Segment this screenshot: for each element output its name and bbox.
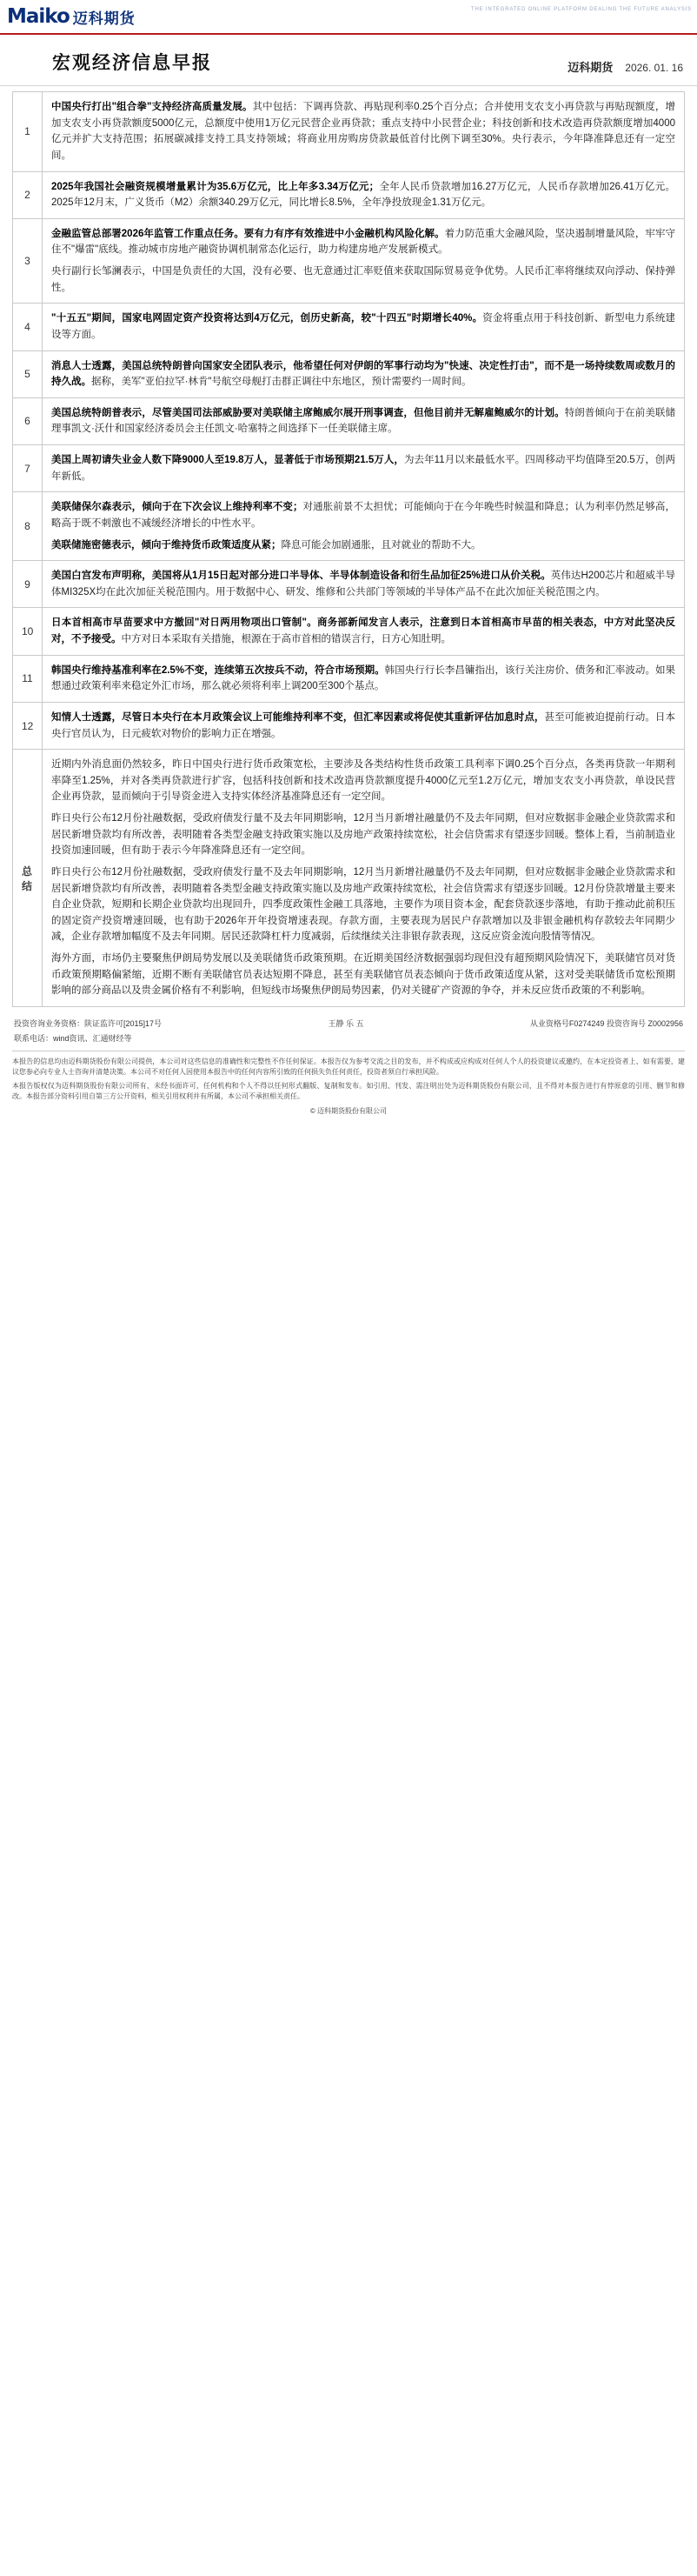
paragraph-body: 为去年11月以来最低水平。四周移动平均值降至20.5万，创两年新低。 <box>51 455 675 482</box>
table-row <box>13 171 685 218</box>
summary-row <box>13 750 685 1007</box>
paragraph <box>51 179 675 211</box>
paragraph <box>51 615 675 647</box>
paragraph-lead: 美国总统特朗普表示，尽管美国司法部威胁要对美联储主席鲍威尔展开刑事调查，但他目前并无解雇鲍威尔的计划。 <box>51 407 565 418</box>
brand-bar <box>0 0 697 35</box>
paragraph-body: 特朗普倾向于在前美联储理事凯文·沃什和国家经济委员会主任凯文·哈塞特之间选择下一任美联储主席。 <box>51 407 676 435</box>
paragraph <box>51 264 675 296</box>
table-row <box>13 702 685 749</box>
table-row <box>13 304 685 350</box>
meta-company: 迈科期货 <box>568 61 614 74</box>
paragraph-lead: 金融监管总部署2026年监管工作重点任务。要有力有序有效推进中小金融机构风险化解。 <box>51 228 445 239</box>
paragraph-lead: 美联储施密德表示，倾向于维持货币政策适度从紧； <box>51 539 282 551</box>
row-index: 5 <box>13 350 43 397</box>
paragraph-body: 近期内外消息面仍然较多，昨日中国央行进行货币政策宽松，主要涉及各类结构性货币政策工具利率下调0.25个百分点，各类再贷款一年期利率降至1.25%，并对各类再贷款进行扩容，包括科技创新和技术改造再贷款额度提升4000亿元至1.2万亿元，增加支农支小再贷款，单设民营企业再贷款，显而倾向于引导资金进入支持实体经济基准降息还有一定空间。 <box>51 759 675 803</box>
paragraph-lead: 知情人士透露，尽管日本央行在本月政策会议上可能维持利率不变，但汇率因素或将促使其重新评估加息时点， <box>51 711 545 723</box>
paragraph <box>51 537 675 554</box>
paragraph-body: 全年人民币贷款增加16.27万亿元，人民币存款增加26.41万亿元。2025年12月末，广义货币（M2）余额340.29万亿元，同比增长8.5%，全年净投放现金1.31万亿元。 <box>51 181 675 209</box>
table-row <box>13 445 685 492</box>
paragraph <box>51 710 675 742</box>
table-row <box>13 218 685 304</box>
disclaimer-block <box>12 1057 685 1103</box>
paragraph <box>51 405 675 437</box>
table-row <box>13 655 685 702</box>
paragraph-body: 央行副行长邹澜表示，中国是负责任的大国，没有必要、也无意通过汇率贬值来获取国际贸易竞争优势。人民币汇率将继续双向浮动、保持弹性。 <box>51 266 675 293</box>
paragraph-body: 韩国央行行长李昌镛指出，该行关注房价、债务和汇率波动。如果想通过政策利率来稳定外汇市场，那么就必须将利率上调200至300个基点。 <box>51 664 675 692</box>
news-table <box>12 91 685 1007</box>
table-row <box>13 350 685 397</box>
row-index: 1 <box>13 92 43 172</box>
paragraph-body: 据称，美军"亚伯拉罕·林肯"号航空母舰打击群正调往中东地区，预计需要约一周时间。 <box>91 377 472 388</box>
paragraph-body: 其中包括：下调再贷款、再贴现利率0.25个百分点；合并使用支农支小再贷款与再贴现额度，增加支农支小再贷款额度5000亿元，总额度中使用1万亿元民营企业再贷款；重点支持中小民营企业；科技创新和技术改造再贷款额度增加4000亿元并扩大支持范围；拓展碳减排支持工具支持领域；将商业用房购房贷款最低首付比例下调至30%。央行表示，今年降准降息还有一定空间。 <box>51 102 675 161</box>
paragraph <box>51 951 675 999</box>
paragraph <box>51 811 675 859</box>
row-index: 11 <box>13 655 43 702</box>
table-row <box>13 397 685 444</box>
row-content <box>43 397 685 444</box>
paragraph <box>51 310 675 343</box>
paragraph-lead: 美国上周初请失业金人数下降9000人至19.8万人，显著低于市场预期21.5万人， <box>51 455 404 465</box>
paragraph-body: 对通胀前景不太担忧；可能倾向于在今年晚些时候温和降息；认为利率仍然足够高，略高于既不刺激也不减缓经济增长的中性水平。 <box>51 502 675 529</box>
row-content <box>43 561 685 608</box>
row-content <box>43 445 685 492</box>
footer-analyst-license: 从业资格号F0274249 投资咨询号 Z0002956 <box>529 1018 683 1028</box>
paragraph-body: 英伟达H200芯片和超威半导体MI325X均在此次加征关税范围内。用于数据中心、研发、维修和公共部门等领域的半导体产品不在此次加征关税范围之内。 <box>51 571 676 597</box>
footer-line-2 <box>12 1031 685 1045</box>
row-index: 2 <box>13 171 43 218</box>
footer-sources: 联系电话：wind资讯、汇通财经等 <box>14 1033 132 1043</box>
row-index: 8 <box>13 492 43 561</box>
logo <box>7 6 136 28</box>
row-content <box>43 304 685 350</box>
paragraph-body: 昨日央行公布12月份社融数据，受政府债发行量不及去年同期影响，12月当月新增社融量仍不及去年同期，但对应数据非金融企业贷款需求和居民新增贷款均有所改善，表明随着各类型金融支持政策实施以及房地产政策持续宽松，社会信贷需求有望逐步回暖。12月份贷款增量主要来自企业贷款，短期和长期企业贷款均出现回升，四季度政策性金融工具落地，主要作为项目资本金，配套贷款逐步落地，有助于推动此前积压的固定资产投资增速回暖，也有助于2026年开年投资增速表现。存款方面，主要表现为居民户存款增加以及非银金融机构存款较去年同期少减，企业存款增加幅度不及去年同期。居民还款降杠杆力度减弱，后续继续关注非银存款表现，这反应资金流向股情等情况。 <box>51 866 675 943</box>
paragraph-body: 海外方面，市场仍主要聚焦伊朗局势发展以及美联储货币政策预期。在近期美国经济数据强弱均现但没有超预期风险情况下，美联储官员对货币政策预期略偏紧缩，近期不断有美联储官员表达短期不降息，甚至有美联储官员表态倾向于货币政策适度从紧，这对受美联储货币宽松预期影响的部分商品以及贵金属价格有不利影响，但短线市场聚焦伊朗局势因素，仍对关键矿产资源的争夺，并未反应货币政策的不利影响。 <box>51 953 675 997</box>
title-bar <box>0 35 697 86</box>
logo-latin-text: Maiko <box>7 4 70 28</box>
table-row <box>13 92 685 172</box>
paragraph <box>51 864 675 945</box>
row-index: 12 <box>13 702 43 749</box>
document-meta <box>568 58 683 75</box>
paragraph-body: 资金将重点用于科技创新、新型电力系统建设等方面。 <box>51 313 676 340</box>
paragraph-lead: 美国白宫发布声明称，美国将从1月15日起对部分进口半导体、半导体制造设备和衍生品加征25%进口从价关税。 <box>51 571 551 582</box>
footer-analyst-name: 王静 乐 五 <box>328 1018 364 1028</box>
paragraph <box>51 663 675 695</box>
paragraph <box>51 358 675 390</box>
paragraph <box>51 452 675 484</box>
row-content <box>43 608 685 655</box>
footer <box>12 1016 685 1117</box>
copyright-text: © 迈科期货股份有限公司 <box>309 1107 388 1116</box>
row-index: 4 <box>13 304 43 350</box>
paragraph-lead: 韩国央行维持基准利率在2.5%不变，连续第五次按兵不动，符合市场预期。 <box>51 664 385 676</box>
row-index: 9 <box>13 561 43 608</box>
paragraph-body: 降息可能会加剧通胀，且对就业的帮助不大。 <box>281 539 481 551</box>
row-content <box>43 702 685 749</box>
paragraph <box>51 757 675 805</box>
news-table-body <box>13 92 685 1007</box>
paragraph <box>51 226 675 258</box>
paragraph-body: 昨日央行公布12月份社融数据，受政府债发行量不及去年同期影响，12月当月新增社融量仍不及去年同期，但对应数据非金融企业贷款需求和居民新增贷款均有所改善，表明随着各类型金融支持政策实施以及房地产政策持续宽松，社会信贷需求有望逐步回暖。整体上看，当前制造业投资加速回暖，但有助于表示今年降准降息还有一定空间。 <box>51 813 675 857</box>
paragraph-lead: "十五五"期间，国家电网固定资产投资将达到4万亿元，创历史新高，较"十四五"时期增长40%。 <box>51 313 483 324</box>
brand-strip-text: THE INTEGRATED ONLINE PLATFORM DEALING THE FUTURE ANALYSIS <box>471 7 692 12</box>
row-content <box>43 492 685 561</box>
paragraph <box>51 499 675 531</box>
row-index: 7 <box>13 445 43 492</box>
row-content <box>43 655 685 702</box>
disclaimer-paragraph: 本报告的信息均由迈科期货股份有限公司提供，本公司对这些信息的准确性和完整性不作任何保证。本报告仅为参考交流之目的发布，并不构成或应构成对任何人个人的投资建议或邀约，在本定投资者上、如有需要，建议您参必向专业人士咨询并清楚决策。本公司不对任何人因使用本报告中的任何内容所引致的任何损失负任何责任，投资者须自行承担风险。 <box>12 1057 685 1077</box>
row-content <box>43 92 685 172</box>
row-content <box>43 218 685 304</box>
row-index: 3 <box>13 218 43 304</box>
meta-date: 2026. 01. 16 <box>625 62 683 74</box>
page-title: 宏观经济信息早报 <box>52 53 212 73</box>
summary-content <box>43 750 685 1007</box>
table-row <box>13 492 685 561</box>
paragraph-body: 甚至可能被迫提前行动。日本央行官员认为，日元疲软对物价的影响力正在增强。 <box>51 711 675 739</box>
row-content <box>43 171 685 218</box>
logo-chinese-text: 迈科期货 <box>72 10 136 27</box>
table-row <box>13 608 685 655</box>
disclaimer-paragraph: 本报告版权仅为迈科期货股份有限公司所有，未经书面许可，任何机构和个人不得以任何形式翻版、复制和发布。如引用、刊发、需注明出处为迈科期货股份有限公司，且不得对本报告进行有悖原意的引用、删节和修改。本报告部分资料引用自第三方公开资料，相关引用权利并有所属，本公司不承担相关责任。 <box>12 1081 685 1101</box>
footer-line-1 <box>12 1016 685 1031</box>
table-row <box>13 561 685 608</box>
row-index: 10 <box>13 608 43 655</box>
paragraph-lead: 日本首相高市早苗要求中方撤回"对日两用物项出口管制"。商务部新闻发言人表示，注意到日本首相高市早苗的相关表态，中方对此坚决反对，不予接受。 <box>51 617 675 644</box>
paragraph-lead: 消息人士透露，美国总统特朗普向国家安全团队表示，他希望任何对伊朗的军事行动均为"快速、决定性打击"，而不是一场持续数周或数月的持久战。 <box>51 360 675 388</box>
paragraph-body: 着力防范重大金融风险，坚决遏制增量风险，牢牢守住不"爆雷"底线。推动城市房地产融资协调机制常态化运行，助力构建房地产发展新模式。 <box>51 228 675 256</box>
paragraph-lead: 美联储保尔森表示，倾向于在下次会议上维持利率不变； <box>51 502 303 513</box>
paragraph-body: 中方对日本采取有关措施，根源在于高市首相的错误言行，日方心知肚明。 <box>121 634 451 644</box>
paragraph <box>51 568 675 600</box>
paragraph <box>51 99 675 164</box>
summary-index: 总结 <box>13 750 43 1007</box>
footer-qualification: 投资咨询业务资格：陕证监许可[2015]17号 <box>14 1018 163 1028</box>
paragraph-lead: 2025年我国社会融资规模增量累计为35.6万亿元，比上年多3.34万亿元； <box>51 181 380 192</box>
row-content <box>43 350 685 397</box>
paragraph-lead: 中国央行打出"组合拳"支持经济高质量发展。 <box>51 102 253 112</box>
row-index: 6 <box>13 397 43 444</box>
